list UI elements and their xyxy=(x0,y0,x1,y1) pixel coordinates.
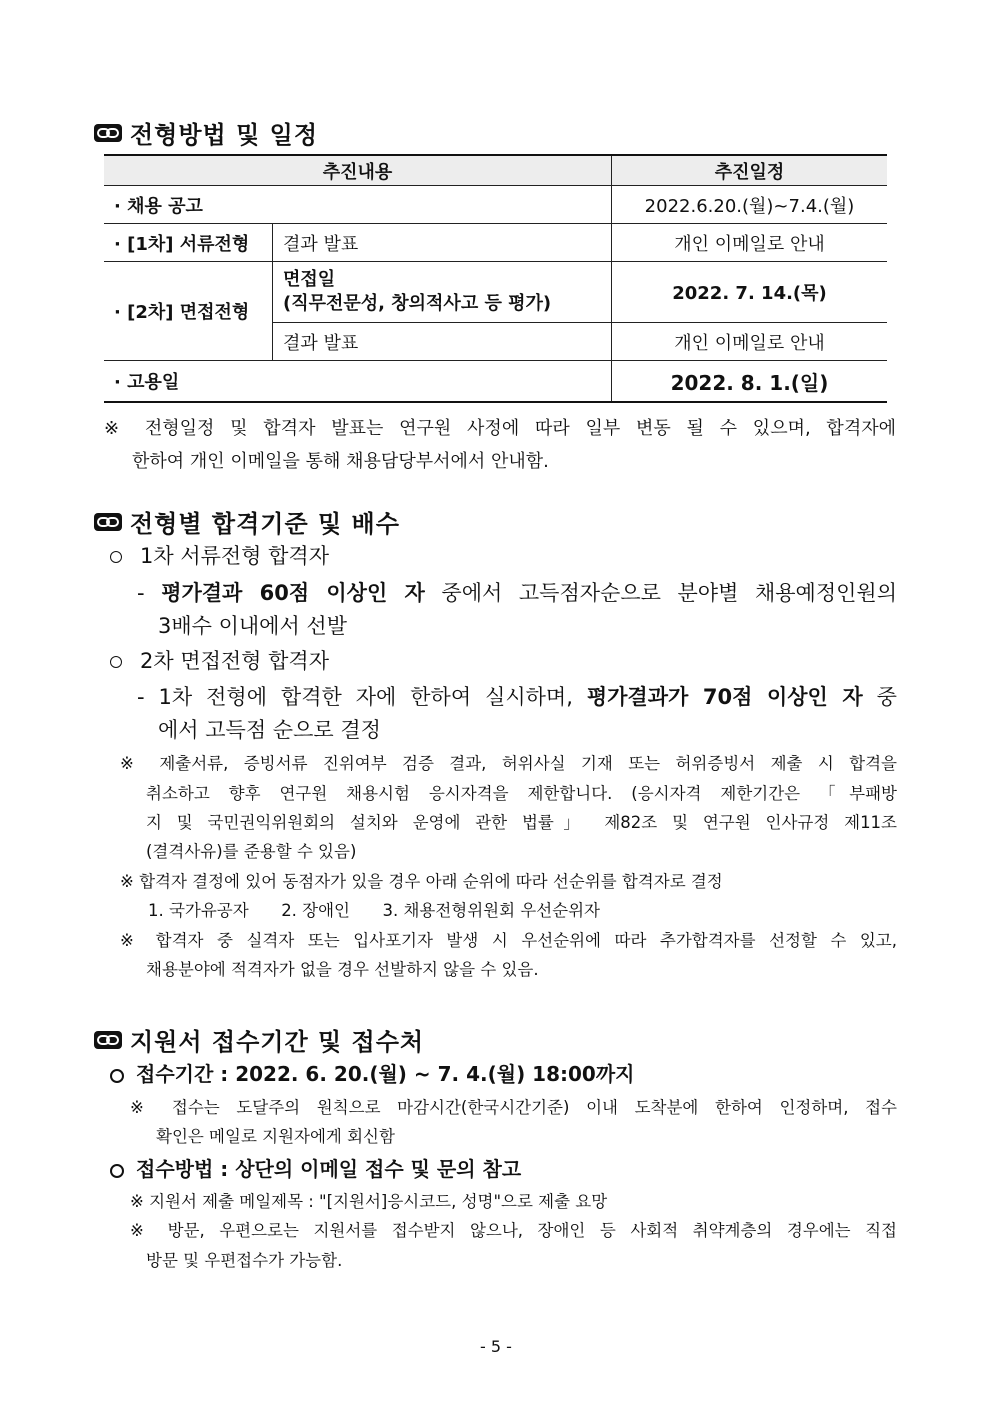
schedule-note-cont: 한하여 개인 이메일을 통해 채용담당부서에서 안내함. xyxy=(132,451,549,472)
row-sub-cell xyxy=(273,262,612,323)
link-icon xyxy=(94,124,122,142)
row-date-cell: 2022. 8. 1.(일) xyxy=(612,361,888,403)
application-method-note-2: ※ 방문, 우편으로는 지원서를 접수받지 않으나, 장애인 등 사회적 취약계층의 경우에는 직접 xyxy=(130,1221,897,1240)
application-method-text: 접수방법 : 상단의 이메일 접수 및 문의 참고 xyxy=(136,1157,522,1181)
row-label-cell: · [1차] 서류전형 xyxy=(104,224,273,262)
criteria-note-1-cont: 취소하고 향후 연구원 채용시험 응시자격을 제한합니다. (응시자격 제한기간은 「부패방 xyxy=(146,784,897,803)
criteria-item-1-detail xyxy=(137,577,897,607)
link-icon xyxy=(94,513,122,531)
threshold-60: 평가결과 60점 이상인 자 xyxy=(161,581,425,605)
schedule-section-title xyxy=(94,115,318,150)
circle-bullet-icon xyxy=(110,1069,124,1083)
application-period-note: ※ 접수는 도달주의 원칙으로 마감시간(한국시간기준) 이내 도착분에 한하여 인정하며, 접수 xyxy=(130,1098,897,1117)
application-section-title xyxy=(94,1022,424,1057)
application-method xyxy=(110,1153,521,1182)
table-header-row xyxy=(104,155,887,186)
row-sub-cell: 결과 발표 xyxy=(273,224,612,262)
application-section-title-text: 지원서 접수기간 및 접수처 xyxy=(130,1028,425,1056)
header-date-cell: 추진일정 xyxy=(612,155,888,186)
application-period-note-cont: 확인은 메일로 지원자에게 회신함 xyxy=(156,1127,395,1146)
criteria-item-1-text: 1차 서류전형 합격자 xyxy=(140,544,329,568)
dash: - xyxy=(137,685,145,709)
criteria-note-1-cont: 지 및 국민권익위원회의 설치와 운영에 관한 법률」 제82조 및 연구원 인사규정 제11조 xyxy=(146,813,897,832)
table-row xyxy=(104,262,887,323)
criteria-section-title-text: 전형별 합격기준 및 배수 xyxy=(130,510,400,538)
rank-2: 2. 장애인 xyxy=(281,901,350,920)
row-label-cell: · 채용 공고 xyxy=(104,186,612,224)
table-row xyxy=(104,224,887,262)
criteria-item-2 xyxy=(110,645,329,675)
criteria-item-1-rest: 중에서 고득점자순으로 분야별 채용예정인원의 xyxy=(441,581,897,605)
row-date-cell: 2022.6.20.(월)~7.4.(월) xyxy=(612,186,888,224)
criteria-item-2-detail xyxy=(137,681,897,711)
application-period-text: 접수기간 : 2022. 6. 20.(월) ~ 7. 4.(월) 18:00까지 xyxy=(136,1062,635,1086)
schedule-note: ※ 전형일정 및 합격자 발표는 연구원 사정에 따라 일부 변동 될 수 있으며, 합격자에 xyxy=(104,418,896,439)
row-sub-cell: 결과 발표 xyxy=(273,323,612,361)
link-icon xyxy=(94,1031,122,1049)
table-row xyxy=(104,361,887,403)
criteria-item-2-text: 2차 면접전형 합격자 xyxy=(140,649,329,673)
row-label-cell: · 고용일 xyxy=(104,361,612,403)
threshold-70: 평가결과가 70점 이상인 자 xyxy=(586,685,863,709)
row-date-cell: 2022. 7. 14.(목) xyxy=(612,262,888,323)
application-period xyxy=(110,1058,634,1087)
criteria-item-1-detail-cont: 3배수 이내에서 선발 xyxy=(158,614,347,638)
schedule-section-title-text: 전형방법 및 일정 xyxy=(130,121,318,149)
circle-bullet-icon xyxy=(110,1164,124,1178)
rank-1: 1. 국가유공자 xyxy=(148,901,249,920)
criteria-item-2-post: 중 xyxy=(876,685,897,709)
row-date-cell: 개인 이메일로 안내 xyxy=(612,323,888,361)
page-number: - 5 - xyxy=(480,1337,512,1356)
criteria-note-2: ※ 합격자 결정에 있어 동점자가 있을 경우 아래 순위에 따라 선순위를 합격자로 결정 xyxy=(120,872,723,891)
circle-bullet-icon xyxy=(110,656,122,668)
header-content-cell: 추진내용 xyxy=(104,155,612,186)
dash: - xyxy=(137,581,145,605)
table-row xyxy=(104,186,887,224)
criteria-item-2-detail-cont: 에서 고득점 순으로 결정 xyxy=(158,718,381,742)
criteria-note-1-cont: (결격사유)를 준용할 수 있음) xyxy=(146,842,357,861)
interview-detail: (직무전문성, 창의적사고 등 평가) xyxy=(283,293,552,314)
criteria-section-title xyxy=(94,504,400,539)
row-label-cell: · [2차] 면접전형 xyxy=(104,262,273,361)
criteria-item-1 xyxy=(110,540,329,570)
criteria-note-3: ※ 합격자 중 실격자 또는 입사포기자 발생 시 우선순위에 따라 추가합격자를 선정할 수 있고, xyxy=(120,931,897,950)
criteria-note-1: ※ 제출서류, 증빙서류 진위여부 검증 결과, 허위사실 기재 또는 허위증빙서 제출 시 합격을 xyxy=(120,754,897,773)
circle-bullet-icon xyxy=(110,551,122,563)
schedule-table xyxy=(104,154,887,403)
criteria-note-3-cont: 채용분야에 적격자가 없을 경우 선발하지 않을 수 있음. xyxy=(146,960,539,979)
criteria-item-2-pre: 1차 전형에 합격한 자에 한하여 실시하며, xyxy=(158,685,573,709)
application-method-note-2-cont: 방문 및 우편접수가 가능함. xyxy=(146,1251,343,1270)
row-date-cell: 개인 이메일로 안내 xyxy=(612,224,888,262)
criteria-rank-list xyxy=(148,897,600,921)
interview-label: 면접일 xyxy=(283,269,336,290)
rank-3: 3. 채용전형위원회 우선순위자 xyxy=(382,901,601,920)
application-method-note-1: ※ 지원서 제출 메일제목 : "[지원서]응시코드, 성명"으로 제출 요망 xyxy=(130,1192,608,1211)
